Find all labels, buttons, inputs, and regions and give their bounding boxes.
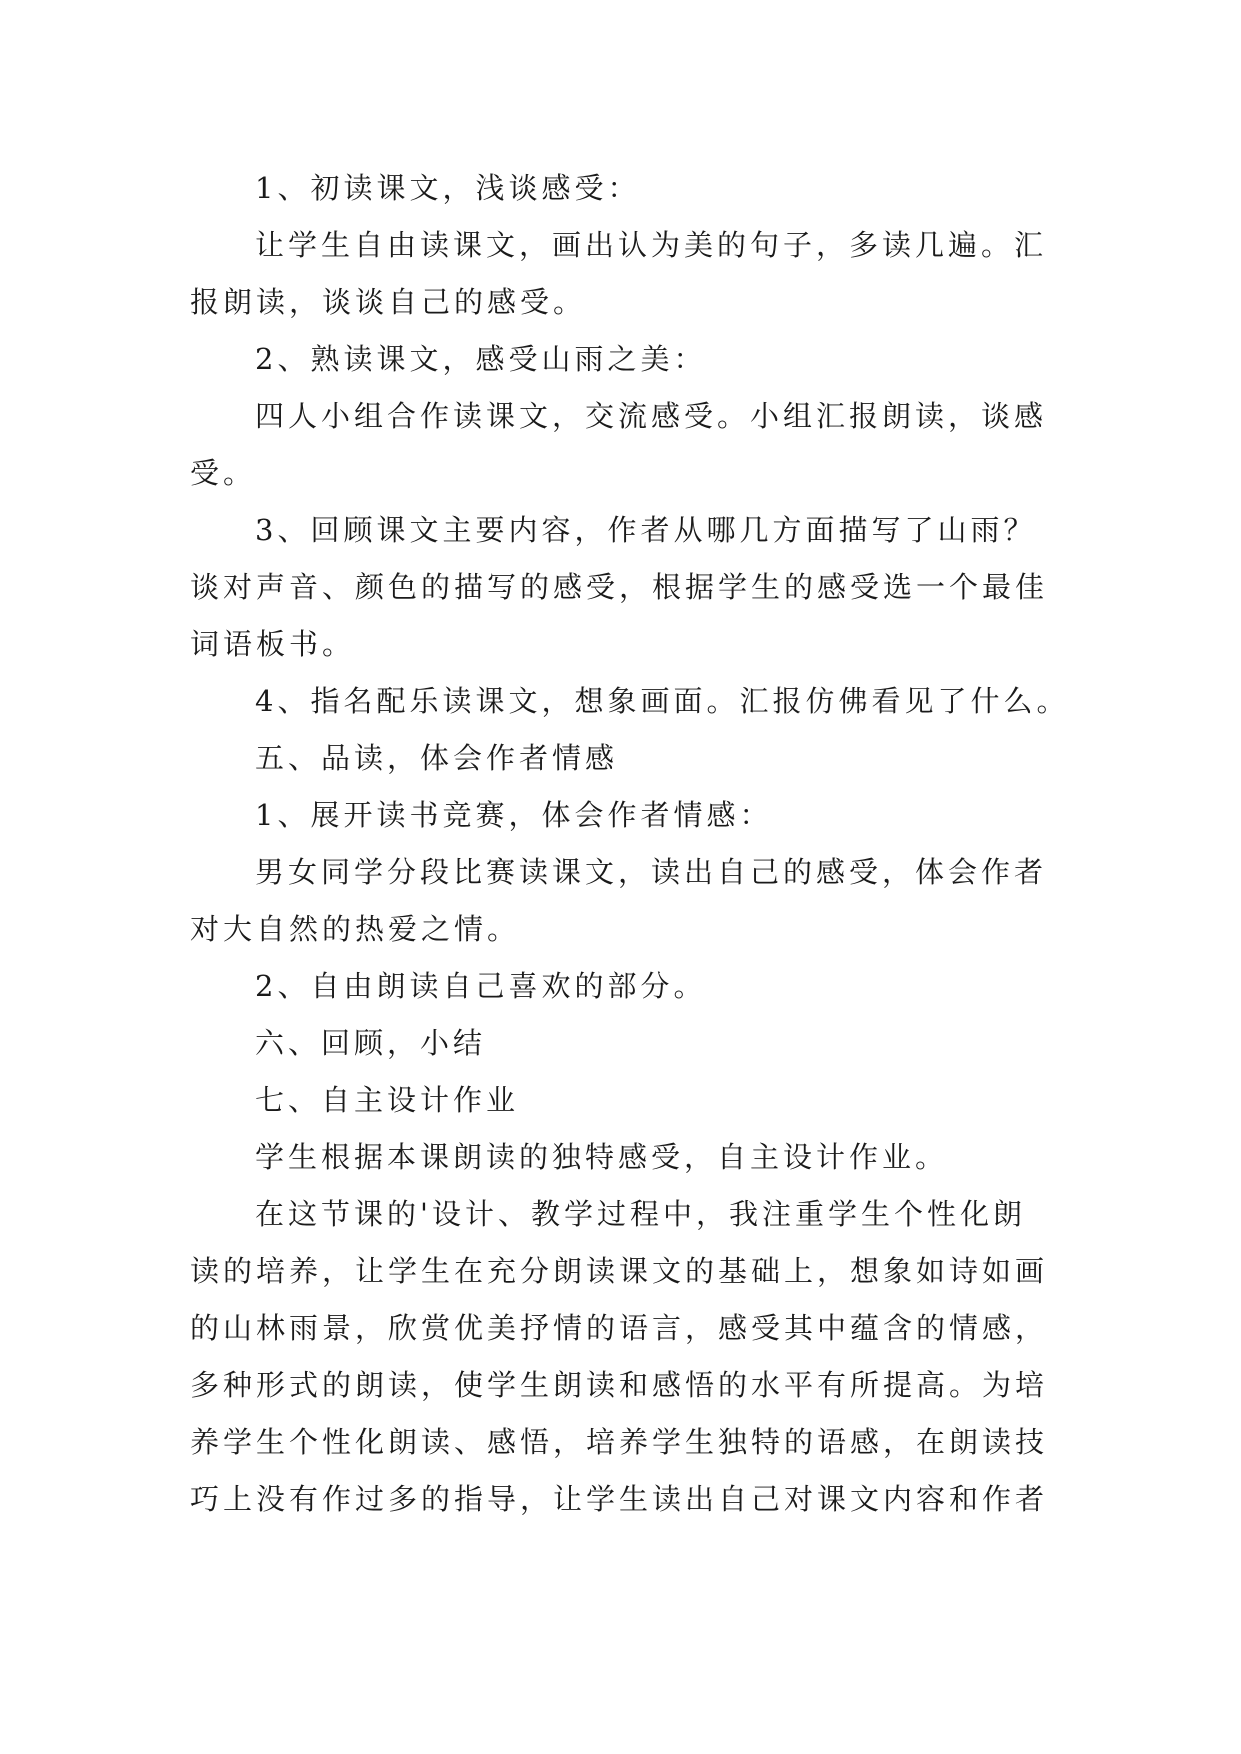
- text-line: 学生根据本课朗读的独特感受，自主设计作业。: [255, 1140, 949, 1174]
- text-line: 谈对声音、颜色的描写的感受，根据学生的感受选一个最佳: [190, 570, 1049, 604]
- text-line: 报朗读，谈谈自己的感受。: [190, 285, 587, 319]
- text-line: 的山林雨景，欣赏优美抒情的语言，感受其中蕴含的情感，: [190, 1311, 1049, 1345]
- text-line: 男女同学分段比赛读课文，读出自己的感受，体会作者: [255, 855, 1048, 889]
- text-line: 2、自由朗读自己喜欢的部分。: [255, 969, 707, 1003]
- text-line: 1、初读课文，浅谈感受：: [255, 171, 641, 205]
- text-line: 巧上没有作过多的指导，让学生读出自己对课文内容和作者: [190, 1482, 1049, 1516]
- text-line: 1、展开读书竞赛，体会作者情感：: [255, 798, 773, 832]
- text-line: 多种形式的朗读，使学生朗读和感悟的水平有所提高。为培: [190, 1368, 1049, 1402]
- section-heading: 六、回顾，小结: [255, 1026, 487, 1060]
- text-line: 对大自然的热爱之情。: [190, 912, 521, 946]
- text-line: 读的培养，让学生在充分朗读课文的基础上，想象如诗如画: [190, 1254, 1049, 1288]
- text-line: 2、熟读课文，感受山雨之美：: [255, 342, 707, 376]
- text-line: 4、指名配乐读课文，想象画面。汇报仿佛看见了什么。: [255, 684, 1070, 718]
- text-line: 养学生个性化朗读、感悟，培养学生独特的语感，在朗读技: [190, 1425, 1049, 1459]
- text-line: 词语板书。: [190, 627, 356, 661]
- text-line: 受。: [190, 456, 257, 490]
- text-line: 在这节课的'设计、教学过程中，我注重学生个性化朗: [255, 1197, 1026, 1231]
- section-heading: 五、品读，体会作者情感: [255, 741, 619, 775]
- text-line: 让学生自由读课文，画出认为美的句子，多读几遍。汇: [255, 228, 1048, 262]
- text-line: 3、回顾课文主要内容，作者从哪几方面描写了山雨？: [255, 513, 1037, 547]
- section-heading: 七、自主设计作业: [255, 1083, 520, 1117]
- text-line: 四人小组合作读课文，交流感受。小组汇报朗读，谈感: [255, 399, 1048, 433]
